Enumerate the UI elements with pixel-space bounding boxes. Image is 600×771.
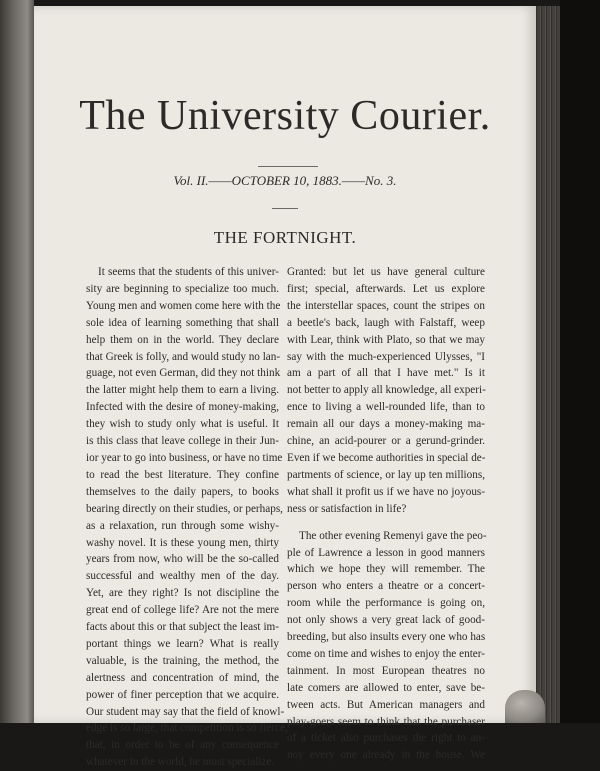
text-line: tainment. In most European theatres no <box>287 664 485 677</box>
text-line: that Greek is folly, and would study no lan- <box>86 350 281 363</box>
text-line: the interstellar spaces, count the stripes on <box>287 299 485 312</box>
text-line: that, in order to be of any consequence <box>86 739 279 752</box>
text-line: not only shows a very great lack of good- <box>287 614 485 627</box>
text-line: Even if we become authorities in special de- <box>287 451 486 464</box>
text-line: is this class that leave college in their Jun- <box>86 435 279 448</box>
text-line: Infected with the desire of money-making, <box>86 401 279 414</box>
issue-line: Vol. II.——OCTOBER 10, 1883.——No. 3. <box>173 173 397 188</box>
text-line: a beetle's back, laugh with Falstaff, weep <box>287 316 485 329</box>
text-line: washy novel. It is these young men, thirty <box>86 536 279 549</box>
text-line: ior year to go into business, or have no time <box>86 451 283 464</box>
text-line: which we hope they will remember. The <box>287 563 485 576</box>
text-line: partments of science, or lay up ten millions, <box>287 468 485 481</box>
text-line: valuable, is the training, the method, the <box>86 654 279 667</box>
text-line: Yet, are they right? Is not discipline the <box>86 587 279 600</box>
text-line: The other evening Remenyi gave the peo- <box>299 529 487 542</box>
text-line: room while the performance is going on, <box>287 597 485 610</box>
issue-rule <box>272 208 298 209</box>
text-line: power of finer perception that we acquire. <box>86 688 279 701</box>
right-column <box>287 264 485 764</box>
text-line: say with the much-experienced Ulysses, "I <box>287 350 485 363</box>
text-line: not better to apply all knowledge, all experi- <box>287 384 486 397</box>
text-line: they wish to study only what is useful. It <box>86 418 279 431</box>
text-line: with Lear, think with Plato, so that we may <box>287 333 485 346</box>
text-line: themselves to the daily papers, to books <box>86 485 279 498</box>
text-line: play-goers seem to think that the purchaser <box>287 715 485 728</box>
text-line: come on time and wishes to enjoy the enter- <box>287 647 485 660</box>
thumb <box>505 690 545 723</box>
text-line: ple of Lawrence a lesson in good manners <box>287 546 485 559</box>
text-line: alertness and concentration of mind, the <box>86 671 279 684</box>
text-line: Granted: but let us have general culture <box>287 266 485 278</box>
text-line: sole idea of learning something that shall <box>86 316 279 329</box>
text-line: to read the best literature. They confine <box>86 468 279 481</box>
text-line: person who enters a theatre or a concert- <box>287 580 485 593</box>
book-edge-shadow <box>560 0 600 723</box>
text-line: am a part of all that I have met." Is it <box>287 367 485 380</box>
text-line: sity are beginning to specialize too much. <box>86 282 279 295</box>
text-line: ness or satisfaction in life? <box>287 502 407 515</box>
text-line: successful and wealthy men of the day. <box>86 570 279 583</box>
text-line: edge is so large, that competition is so fierce, <box>86 722 288 735</box>
paragraph-separator <box>287 518 485 528</box>
text-line: chine, an acid-pourer or a gerund-grinder. <box>287 435 485 448</box>
text-line: great end of college life? Are not the mere <box>86 604 279 617</box>
text-line: ence to living a well-rounded life, than to <box>287 401 485 414</box>
text-line: bearing directly on their studies, or perhaps, <box>86 502 283 515</box>
text-line: help them on in the world. They declare <box>86 333 279 346</box>
section-heading: THE FORTNIGHT. <box>213 228 357 247</box>
text-line: of a ticket also purchases the right to an- <box>287 732 485 745</box>
masthead-rule <box>258 166 318 167</box>
text-line: whatever in the world, he must specialize. <box>86 756 275 769</box>
text-line: as a relaxation, run through some wishy- <box>86 519 279 532</box>
text-line: facts about this or that subject the least im- <box>86 621 279 634</box>
text-line: what shall it profit us if we have no joyous- <box>287 485 485 498</box>
left-column <box>86 264 288 771</box>
book-left-edge <box>0 0 34 723</box>
text-line: Our student may say that the field of knowl- <box>86 705 285 718</box>
text-line: noy every one already in the house. We <box>287 749 485 762</box>
text-line: years from now, who will be the so-called <box>86 553 279 566</box>
text-line: guage, not even German, did they not think <box>86 367 281 380</box>
text-line: It seems that the students of this univer- <box>98 266 279 278</box>
text-line: remain all our days a money-making ma- <box>287 418 485 431</box>
text-line: the latter might help them to earn a living. <box>86 384 279 397</box>
text-line: breeding, but also insults every one who has <box>287 631 486 644</box>
text-line: portant things we learn? What is really <box>86 637 279 650</box>
masthead-title: The University Courier. <box>79 93 491 139</box>
text-line: tween acts. But American managers and <box>287 698 485 711</box>
text-line: late comers are allowed to enter, save be- <box>287 681 485 694</box>
text-line: first; special, afterwards. Let us explore <box>287 282 485 295</box>
text-line: Young men and women come here with the <box>86 299 281 312</box>
